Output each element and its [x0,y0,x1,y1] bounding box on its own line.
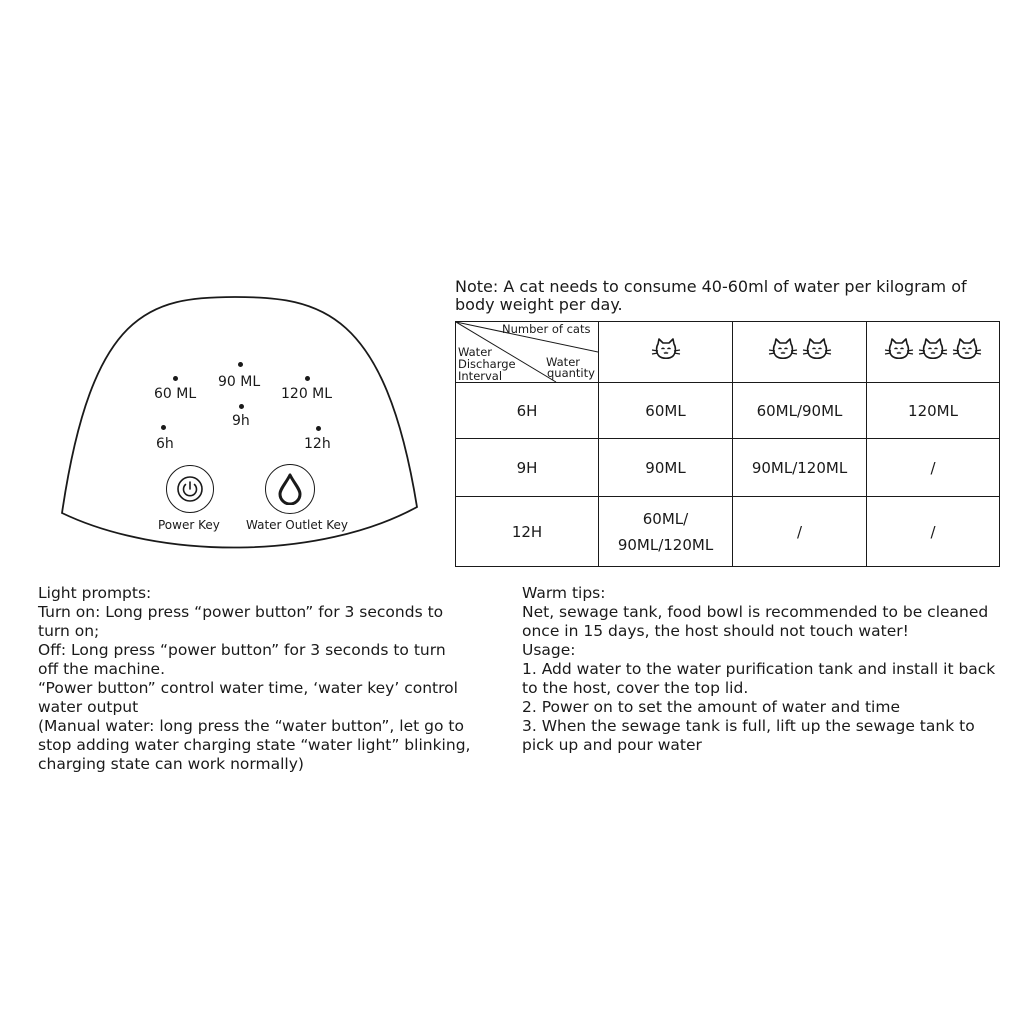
text-line: once in 15 days, the host should not touch water! [522,622,909,640]
text-line: turn on; [38,622,100,640]
text-line: Off: Long press “power button” for 3 seconds to turn [38,641,446,659]
header-one-cat [599,322,733,383]
quantity-cell: / [867,497,1000,567]
text-line: “Power button” control water time, ‘water key’ control [38,679,458,697]
text-line: Warm tips: [522,584,606,602]
quantity-cell: 120ML [867,383,1000,439]
text-line: Net, sewage tank, food bowl is recommended to be cleaned [522,603,989,621]
label-9h: 9h [232,413,250,429]
header-two-cats [733,322,867,383]
text-line: stop adding water charging state “water light” blinking, [38,736,471,754]
light-prompts-block [38,584,470,774]
corner-label-water: Water [458,345,492,359]
water-outlet-key-label: Water Outlet Key [246,518,349,532]
text-line: water output [38,698,139,716]
indicator-light-12h [316,426,321,431]
text-line: off the machine. [38,660,165,678]
text-line: 3. When the sewage tank is full, lift up the sewage tank to [522,717,975,735]
table-row [456,439,1000,497]
quantity-cell: 90ML [599,439,733,497]
label-120ml: 120 ML [281,386,333,402]
quantity-cell: 60ML/90ML [733,383,867,439]
table-header-row [456,322,1000,383]
cat-icon [802,338,832,366]
cat-icon [918,338,948,366]
text-line: Turn on: Long press “power button” for 3 seconds to [38,603,444,621]
corner-label-water-q: Water [546,355,580,369]
header-three-cats [867,322,1000,383]
power-key-label: Power Key [158,518,220,532]
label-6h: 6h [156,436,174,452]
quantity-line-2: 90ML/120ML [617,535,714,554]
label-12h: 12h [304,436,331,452]
text-line: Usage: [522,641,576,659]
corner-label-cats: Number of cats [502,322,591,336]
label-60ml: 60 ML [154,386,197,402]
power-icon [175,474,205,504]
power-key[interactable] [166,465,214,513]
interval-cell: 12H [456,497,599,567]
text-line: to the host, cover the top lid. [522,679,749,697]
quantity-cell [599,497,733,567]
table-row [456,497,1000,567]
corner-label-interval: Interval [458,369,503,383]
table-row [456,383,1000,439]
quantity-cell: 60ML [599,383,733,439]
quantity-cell: 90ML/120ML [733,439,867,497]
cat-icon [651,338,681,366]
warm-tips-block [522,584,995,755]
text-line: Light prompts: [38,584,152,602]
indicator-light-90ml [238,362,243,367]
water-table [455,321,1000,567]
interval-cell: 9H [456,439,599,497]
cat-icon [768,338,798,366]
indicator-light-60ml [173,376,178,381]
indicator-light-6h [161,425,166,430]
corner-label-quantity: quantity [547,366,595,380]
label-90ml: 90 ML [218,374,261,390]
water-drop-icon [277,473,303,505]
cat-icon [884,338,914,366]
water-outlet-key[interactable] [265,464,315,514]
note-text: Note: A cat needs to consume 40-60ml of water per kilogram of body weight per day. [455,277,967,314]
quantity-cell: / [867,439,1000,497]
cat-icon [952,338,982,366]
text-line: 1. Add water to the water purification tank and install it back [522,660,996,678]
text-line: (Manual water: long press the “water button”, let go to [38,717,464,735]
corner-label-discharge: Discharge [458,357,516,371]
quantity-line-1: 60ML/ [642,509,689,528]
text-line: charging state can work normally) [38,755,304,773]
text-line: 2. Power on to set the amount of water and time [522,698,901,716]
indicator-light-9h [239,404,244,409]
interval-cell: 6H [456,383,599,439]
indicator-light-120ml [305,376,310,381]
text-line: pick up and pour water [522,736,702,754]
table-corner-cell [456,322,599,383]
quantity-cell: / [733,497,867,567]
